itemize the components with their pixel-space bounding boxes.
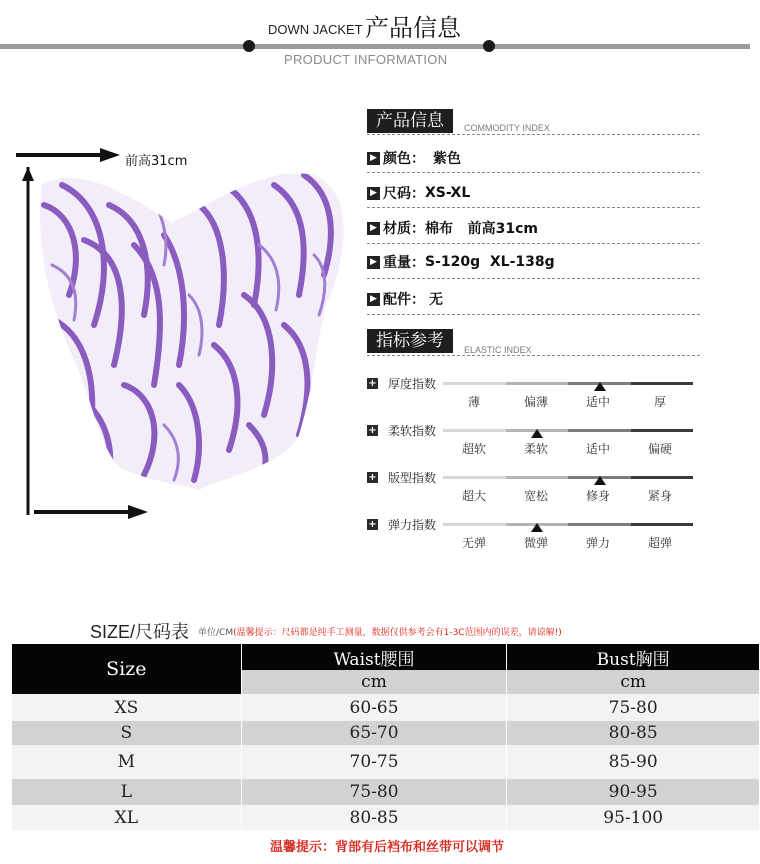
index-label: 柔软指数: [388, 423, 437, 438]
table-row: [12, 694, 760, 721]
header-waist: Waist腰围: [241, 644, 507, 670]
index-ticks: [443, 534, 693, 551]
info-row-material: [367, 217, 538, 239]
indicator-marker: [531, 523, 543, 532]
cell-bust: 80-85: [507, 721, 760, 745]
index-row-softness: [367, 420, 436, 440]
size-table-title: SIZE/尺码表: [90, 622, 190, 642]
tick-label: 修身: [585, 489, 610, 503]
divider: [367, 355, 700, 356]
tick-label: 超软: [461, 442, 486, 456]
info-value: S-120g XL-138g: [425, 254, 555, 270]
tick-label: 柔软: [523, 442, 548, 456]
elastic-subtitle: ELASTIC INDEX: [464, 345, 532, 355]
header-divider-dot-right: [483, 40, 495, 52]
tick-label: 适中: [585, 395, 610, 409]
cell-bust: 85-90: [507, 745, 760, 779]
indicator-marker: [594, 476, 606, 485]
size-table-note: [198, 625, 562, 638]
index-scale-fit: [443, 476, 693, 479]
plus-icon: +: [368, 471, 377, 483]
size-table: [12, 644, 760, 830]
index-scale-thickness: [443, 382, 693, 385]
info-label: 配件：: [383, 292, 425, 308]
plus-icon: +: [368, 377, 377, 389]
index-row-elasticity: [367, 514, 436, 534]
info-value: 棉布 前高31cm: [425, 221, 538, 237]
cell-bust: 75-80: [507, 694, 760, 721]
bullet-icon: ▶: [367, 293, 380, 306]
tick-label: 偏硬: [647, 442, 672, 456]
index-ticks: [443, 440, 693, 457]
header-divider: [0, 44, 750, 49]
table-row: [12, 805, 760, 830]
header-cn-title: 产品信息: [365, 14, 461, 42]
index-label: 厚度指数: [388, 376, 437, 391]
index-ticks: [443, 393, 693, 410]
info-row-size: [367, 182, 470, 204]
info-label: 颜色：: [383, 151, 425, 167]
index-label: 版型指数: [388, 470, 437, 485]
divider: [367, 207, 700, 208]
cell-waist: 60-65: [241, 694, 507, 721]
header-en-title: DOWN JACKET: [268, 22, 363, 37]
footer-note: 温馨提示：背部有后裆布和丝带可以调节: [270, 840, 505, 855]
cell-waist: 80-85: [241, 805, 507, 830]
indicator-marker: [594, 382, 606, 391]
tick-label: 紧身: [647, 489, 672, 503]
header-unit-waist: cm: [241, 670, 507, 694]
cell-size: S: [12, 721, 241, 745]
plus-icon: +: [368, 424, 377, 436]
bullet-icon: ▶: [367, 222, 380, 235]
elastic-title: 指标参考: [367, 329, 453, 353]
cell-size: M: [12, 745, 241, 779]
tick-label: 厚: [653, 395, 666, 409]
cell-size: XS: [12, 694, 241, 721]
header-unit-bust: cm: [507, 670, 760, 694]
info-value: 无: [429, 292, 443, 308]
info-label: 尺码：: [383, 186, 425, 202]
tick-label: 微弹: [523, 536, 548, 550]
divider: [367, 243, 700, 244]
index-scale-elasticity: [443, 523, 693, 526]
tick-label: 超弹: [647, 536, 672, 550]
tick-label: 适中: [585, 442, 610, 456]
header-bust: Bust胸围: [507, 644, 760, 670]
info-label: 材质：: [383, 221, 425, 237]
header-subtitle: PRODUCT INFORMATION: [284, 52, 448, 67]
bullet-icon: ▶: [367, 256, 380, 269]
divider: [367, 134, 700, 135]
indicator-marker: [531, 429, 543, 438]
info-row-color: [367, 147, 461, 169]
info-value: 紫色: [433, 151, 461, 167]
table-row: [12, 721, 760, 745]
info-value: XS-XL: [425, 185, 471, 201]
cell-size: XL: [12, 805, 241, 830]
dimension-label: 前高31cm: [125, 154, 188, 169]
product-photo: [14, 145, 366, 530]
bullet-icon: ▶: [367, 152, 380, 165]
tick-label: 超大: [461, 489, 486, 503]
divider: [367, 172, 700, 173]
tick-label: 薄: [467, 395, 480, 409]
divider: [367, 314, 700, 315]
info-row-weight: [367, 251, 555, 273]
tick-label: 无弹: [461, 536, 486, 550]
cell-waist: 75-80: [241, 779, 507, 805]
commodity-subtitle: COMMODITY INDEX: [464, 123, 550, 133]
cell-waist: 70-75: [241, 745, 507, 779]
divider: [367, 278, 700, 279]
header-divider-dot-left: [243, 40, 255, 52]
tick-label: 宽松: [523, 489, 548, 503]
cell-bust: 90-95: [507, 779, 760, 805]
index-label: 弹力指数: [388, 517, 437, 532]
cell-waist: 65-70: [241, 721, 507, 745]
size-table-note-text: (温馨提示：尺码都是纯手工测量，数据仅供参考会有1-3C范围内的误差，请谅解!): [233, 628, 562, 638]
header-size: Size: [12, 644, 241, 694]
table-row: [12, 745, 760, 779]
index-row-thickness: [367, 373, 436, 393]
tick-label: 弹力: [585, 536, 610, 550]
index-ticks: [443, 487, 693, 504]
info-row-accessories: [367, 288, 443, 310]
cell-size: L: [12, 779, 241, 805]
index-scale-softness: [443, 429, 693, 432]
size-unit-prefix: 单位/CM: [198, 628, 234, 638]
cell-bust: 95-100: [507, 805, 760, 830]
commodity-title: 产品信息: [367, 109, 453, 133]
plus-icon: +: [368, 518, 377, 530]
tick-label: 偏薄: [523, 395, 548, 409]
bullet-icon: ▶: [367, 187, 380, 200]
info-label: 重量：: [383, 255, 425, 271]
table-row: [12, 779, 760, 805]
index-row-fit: [367, 467, 436, 487]
